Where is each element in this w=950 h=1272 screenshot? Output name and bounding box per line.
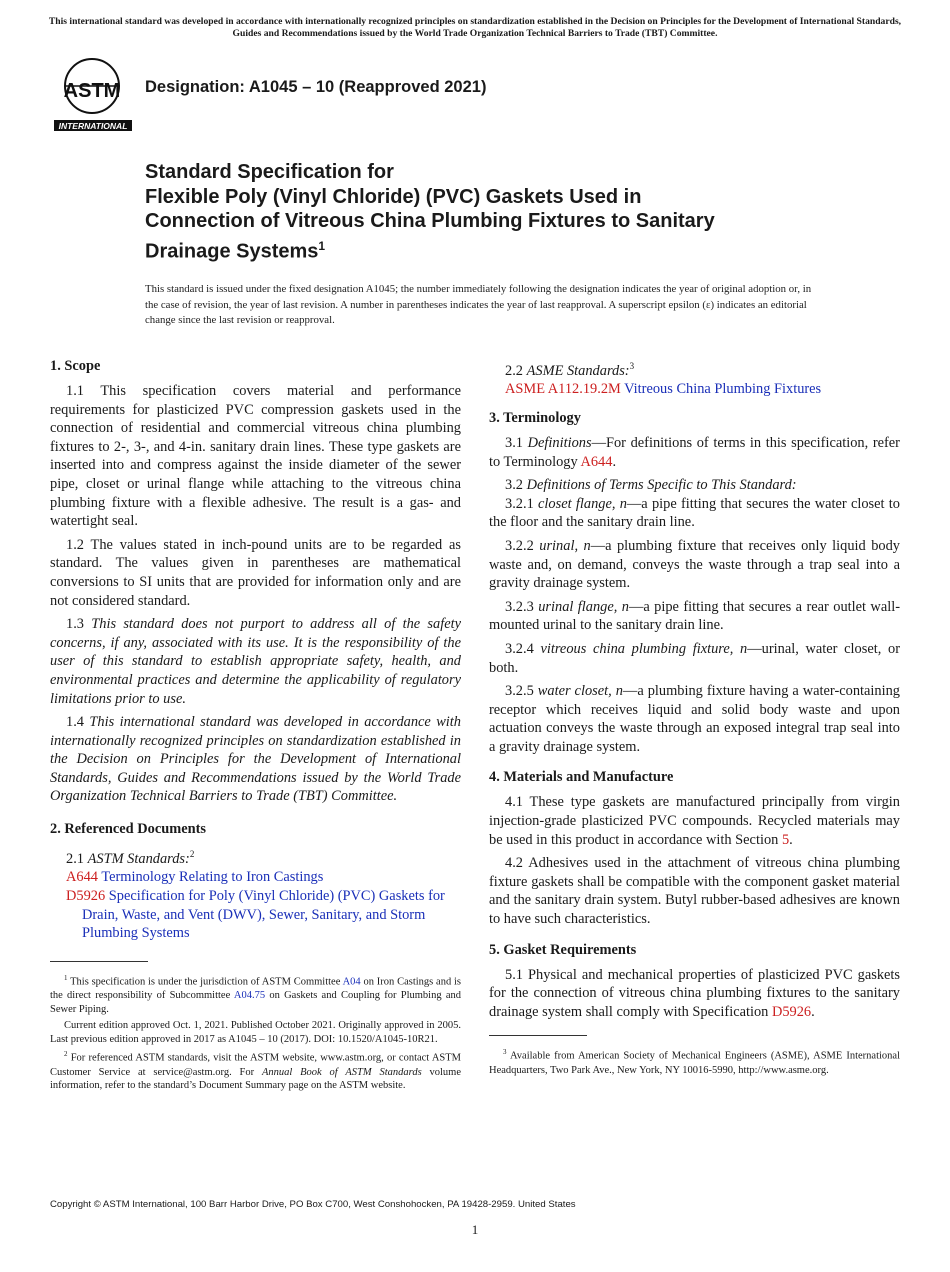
paragraph-1-4: 1.4 This international standard was developed in accordance with internationally recognized principles on standardization established in the Decision on Principles for the Development of International Standards, Guides and Recommendations issued by the World Trade Organization Technical Barriers to Trade (TBT) Committee. (50, 714, 461, 805)
ref-d5926[interactable] (50, 887, 461, 943)
title-line-1: Standard Specification for (145, 161, 394, 183)
term-3-2-1: 3.2.1 closet flange, n—a pipe fitting that secures the water closet to the floor and the sanitary drain line. (489, 495, 900, 531)
document-title (145, 160, 845, 264)
ref-asme-title[interactable]: Vitreous China Plumbing Fixtures (624, 381, 822, 398)
designation: Designation: A1045 – 10 (Reapproved 2021) (145, 78, 487, 96)
title-line-2: Flexible Poly (Vinyl Chloride) (PVC) Gaskets Used in (145, 185, 642, 208)
abstract: This standard is issued under the fixed designation A1045; the number immediately following the designation indicates the year of original adoption or, in the case of revision, the year of last revision. A number in parentheses indicates the year of last reapproval. A superscript epsilon (ε) indicates an editorial change since the last revision or reapproval. (145, 283, 812, 326)
section-heading-gasket: 5. Gasket Requirements (489, 941, 637, 958)
logo-subtext: INTERNATIONAL (58, 121, 128, 131)
ref-asme-code[interactable]: ASME A112.19.2M (505, 381, 621, 398)
paragraph-3-1: 3.1 Definitions—For definitions of terms in this specification, refer to Terminology A644. (489, 434, 900, 470)
paragraph-4-1: 4.1 These type gaskets are manufactured principally from virgin injection-grade plasticized PVC compounds. Recycled materials may be used in this product in accordance with Section 5. (489, 794, 900, 848)
ref-a644-title[interactable]: Terminology Relating to Iron Castings (101, 869, 324, 886)
paragraph-5-1: 5.1 Physical and mechanical properties of plasticized PVC gaskets for the connection of vitreous china plumbing fixtures to the sanitary drainage system shall comply with Specification D5926. (489, 966, 900, 1020)
term-3-2-3: 3.2.3 urinal flange, n—a pipe fitting that secures a rear outlet wall-mounted urinal to the sanitary drain line. (489, 598, 900, 634)
paragraph-1-3: 1.3 This standard does not purport to address all of the safety concerns, if any, associated with its use. It is the responsibility of the user of this standard to establish appropriate safety, health, and environmental practices and determine the applicability of regulatory limitations prior to use. (50, 616, 461, 707)
ref-a644[interactable] (50, 868, 461, 887)
title-footnote-mark: 1 (318, 238, 326, 253)
link-section-5[interactable]: 5 (781, 831, 790, 848)
right-column (489, 357, 900, 1080)
footnote-2: $^2$ For referenced ASTM standards, visit the ASTM website, www.astm.org, or contact ASTM Customer Service at service@astm.org. For Annual Book of ASTM Standards volume information, refer to the standard’s Document Summary page on the ASTM website. (50, 1050, 462, 1092)
ref-d5926-code[interactable]: D5926 (66, 888, 106, 905)
link-a644[interactable]: A644 (580, 453, 613, 470)
term-3-2-2: 3.2.2 urinal, n—a plumbing fixture that receives only liquid body waste and, on demand, conveys the waste through a trap seal into a gravity drainage system. (489, 537, 900, 592)
footnote-divider-right (489, 1035, 587, 1036)
ref-asme[interactable] (489, 380, 900, 399)
footnote-1: $^1$ This specification is under the jurisdiction of ASTM Committee A04 on Iron Castings and is the direct responsibility of Subcommittee A04.75 on Gaskets and Coupling for Plumbing and Sewer Piping. (50, 973, 461, 1015)
paragraph-3-2: 3.2 Definitions of Terms Specific to This Standard: (505, 477, 797, 494)
section-heading-referenced: 2. Referenced Documents (50, 821, 206, 838)
section-heading-terminology: 3. Terminology (489, 409, 581, 426)
top-notice: This international standard was developed in accordance with internationally recognized principles on standardization established in the Decision on Principles for the Development of International Standards, Guides and Recommendations issued by the World Trade Organization Technical Barriers to Trade (TBT) Committee. (48, 16, 902, 39)
paragraph-1-2: 1.2 The values stated in inch-pound units are to be regarded as standard. The values given in parentheses are mathematical conversions to SI units that are provided for information only and are not considered standard. (50, 536, 461, 609)
section-heading-scope: 1. Scope (50, 358, 101, 374)
title-line-4: Drainage Systems$^1$ (145, 238, 326, 263)
paragraph-1-1: 1.1 This specification covers material and performance requirements for plasticized PVC compression gaskets used in the connection of residential and commercial vitreous china plumbing fixtures to 2-, 3-, and 4-in. sanitary drain lines. These type gaskets are inserted into and compress against the inside diameter of the sewer pipe, closet or urinal flange while attaching to the vitreous china plumbing fixture with a flexible adhesive. The result is a gas- and watertight seal. (50, 383, 461, 530)
title-line-3: Connection of Vitreous China Plumbing Fixtures to Sanitary (145, 210, 715, 232)
page-number: 1 (471, 1222, 479, 1237)
left-column (50, 357, 461, 1095)
footnote-3: $^3$ Available from American Society of Mechanical Engineers (ASME), ASME International Headquarters, Two Park Ave., New York, NY 10016-5990, http://www.asme.org. (489, 1048, 900, 1076)
section-heading-materials: 4. Materials and Manufacture (489, 769, 674, 786)
astm-standards-label: 2.1 ASTM Standards:$^2$ (66, 849, 195, 867)
term-3-2-5: 3.2.5 water closet, n—a plumbing fixture having a water-containing receptor which receives liquid and solid body waste and upon actuation conveys the waste through an exposed integral trap seal into a gravity drainage system. (489, 683, 900, 755)
footnote-link-a04[interactable]: A04 (342, 976, 361, 988)
astm-logo-icon (52, 56, 134, 134)
ref-a644-code[interactable]: A644 (66, 869, 98, 886)
link-d5926[interactable]: D5926 (771, 1003, 812, 1020)
footnote-divider (50, 961, 148, 962)
ref-d5926-title[interactable]: Specification for Poly (Vinyl Chloride) (PVC) Gaskets for Drain, Waste, and Vent (DWV), Sewer, Sanitary, and Storm Plumbing Systems (82, 888, 445, 942)
term-3-2-4: 3.2.4 vitreous china plumbing fixture, n—urinal, water closet, or both. (489, 640, 900, 676)
paragraph-4-2: 4.2 Adhesives used in the attachment of vitreous china plumbing fixture gaskets shall be compatible with the component gasket material and the sanitary drain system. Butyl rubber-based adhesives are known to have such characteristics. (489, 855, 900, 928)
asme-standards-label: 2.2 ASME Standards:$^3$ (505, 361, 635, 379)
footnote-1-edition: Current edition approved Oct. 1, 2021. Published October 2021. Originally approved in 2005. Last previous edition approved in 2017 as A1045 – 10 (2017). DOI: 10.1520/A1045-10R21. (50, 1019, 461, 1045)
footnote-link-a0475[interactable]: A04.75 (233, 990, 266, 1002)
copyright: Copyright © ASTM International, 100 Barr Harbor Drive, PO Box C700, West Conshohocken, PA 19428-2959. United States (50, 1199, 576, 1210)
logo-text: ASTM (63, 80, 121, 102)
